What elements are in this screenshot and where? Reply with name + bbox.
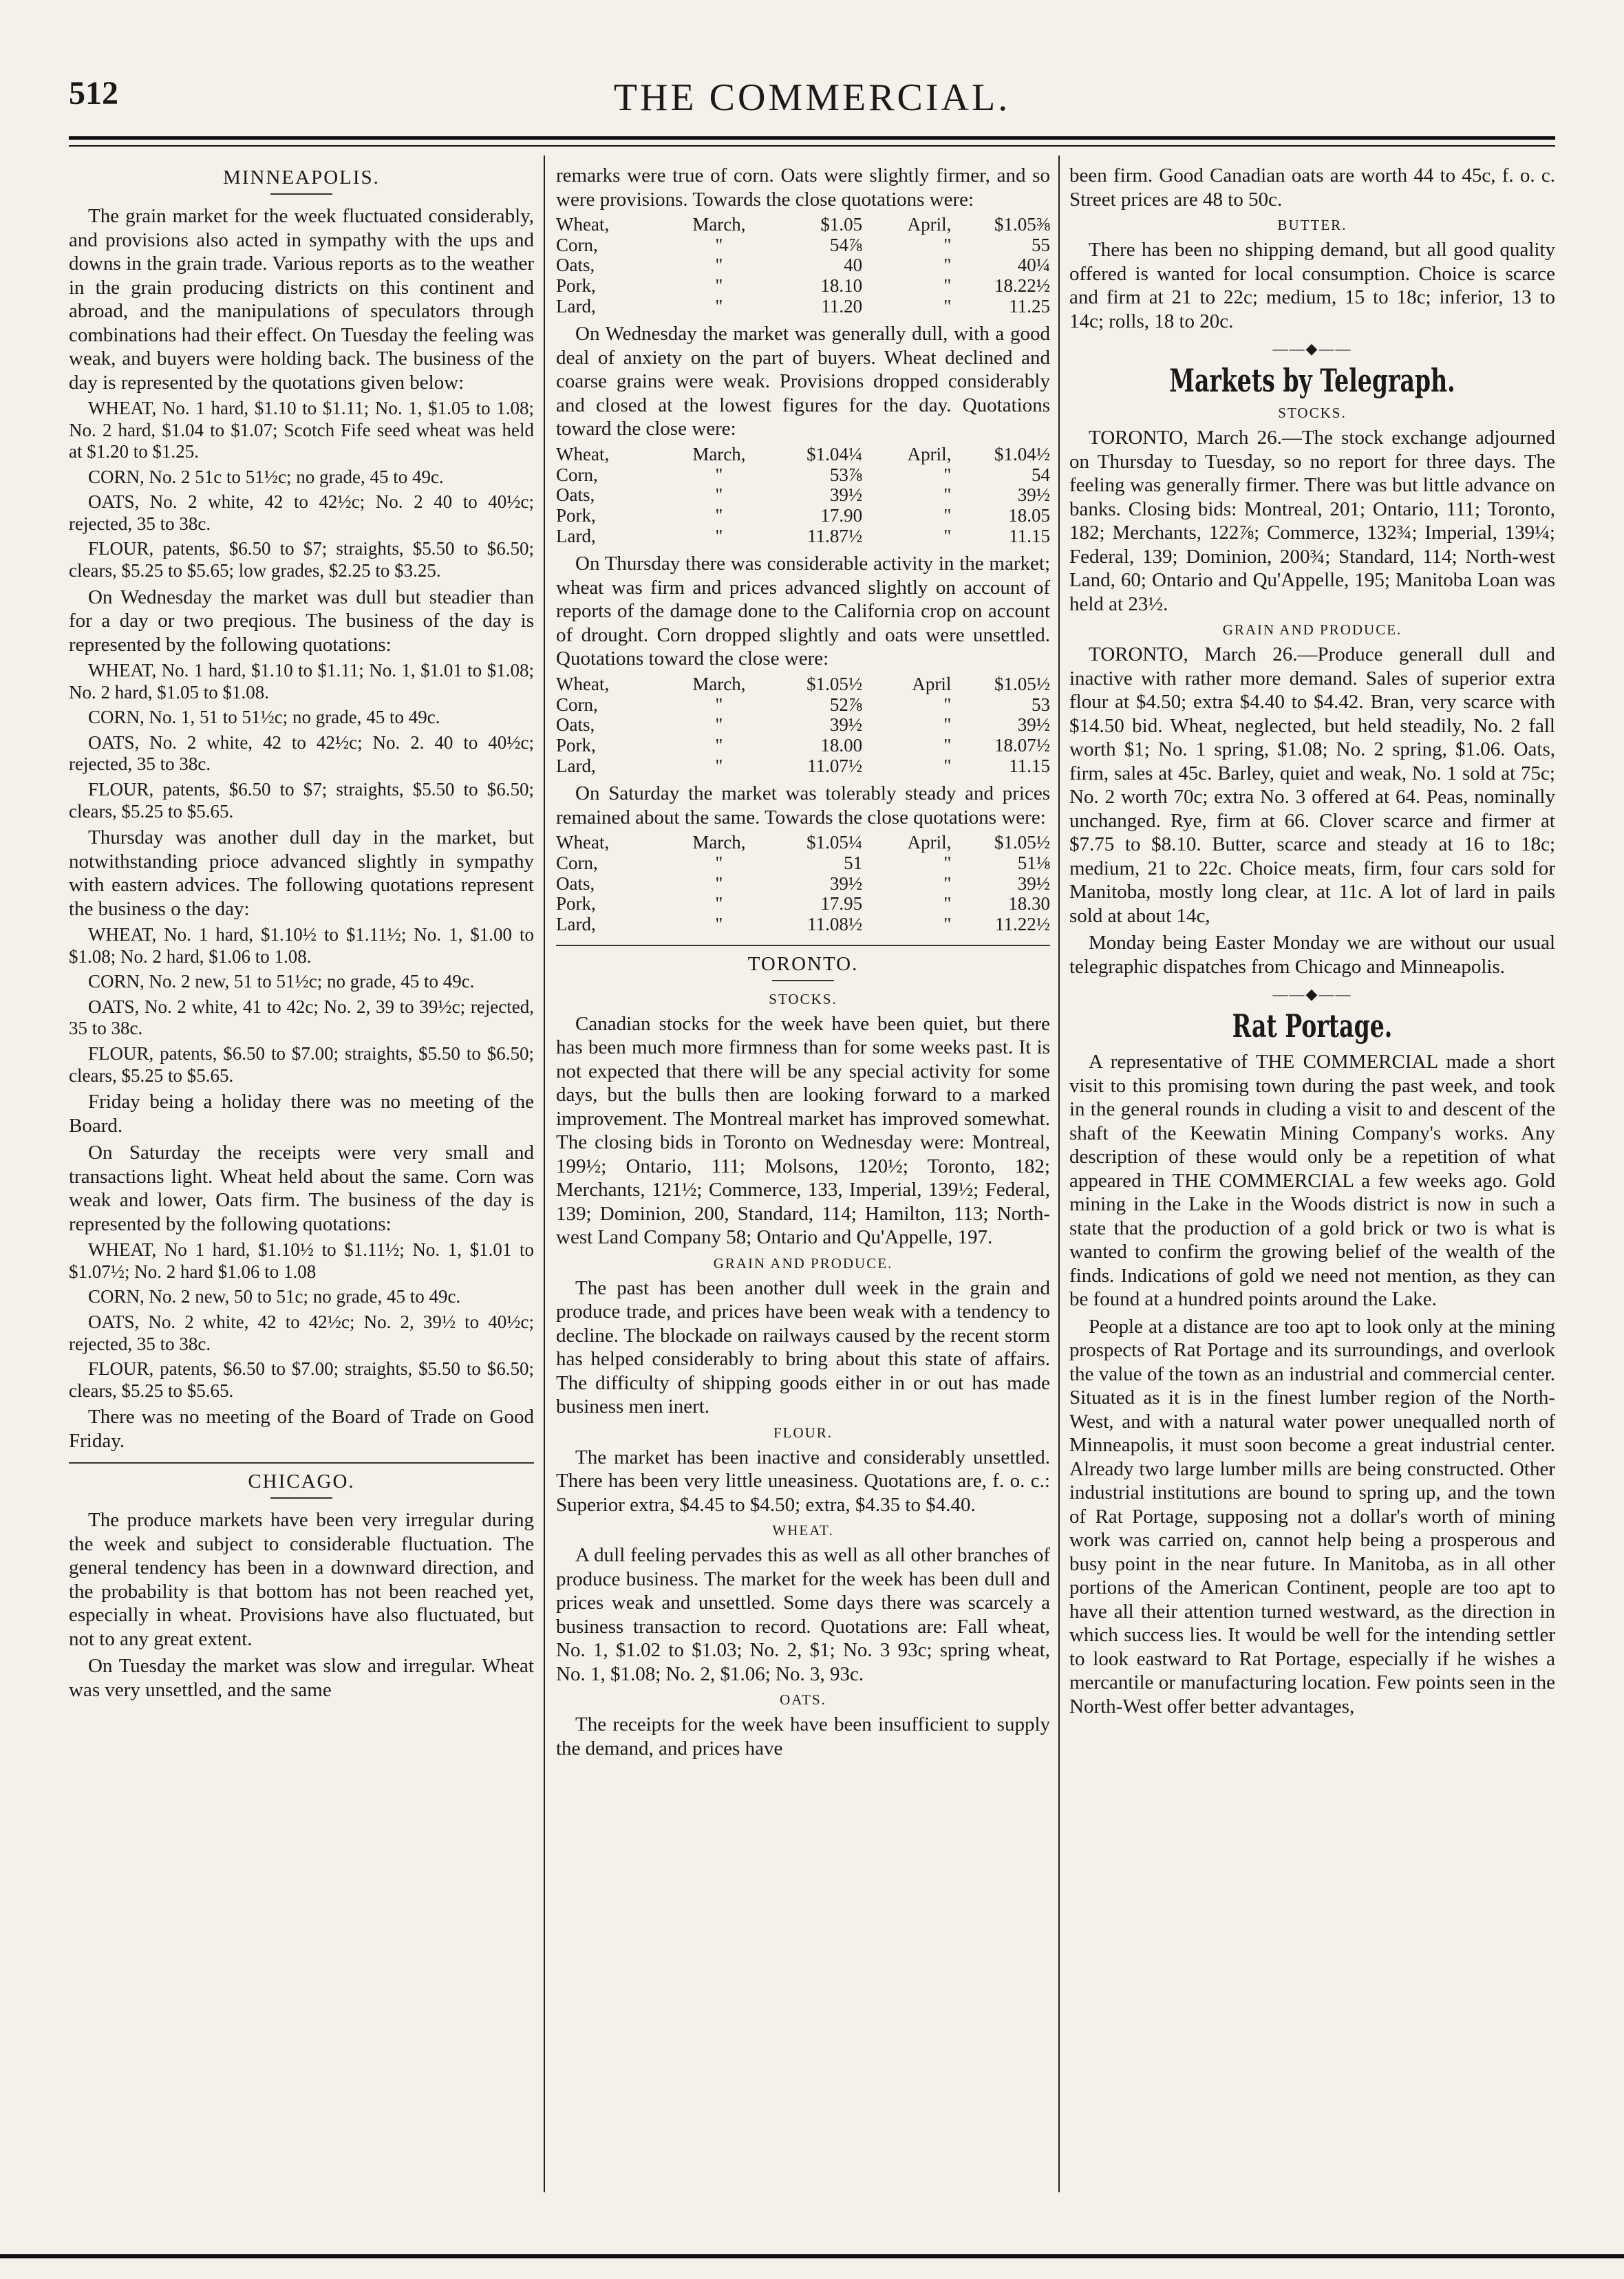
quotation: FLOUR, patents, $6.50 to $7.00; straights, $5.50 to $6.50; clears, $5.25 to $5.65. [69, 1043, 534, 1086]
quotation-cell: 18.30 [1008, 893, 1050, 914]
paragraph: The receipts for the week have been insufficient to supply the demand, and prices have [556, 1713, 1050, 1759]
section-heading-markets-by-telegraph: Markets by Telegraph. [1169, 362, 1455, 399]
quotation-cell: April, [907, 214, 952, 235]
quotation-cell: Lard, [556, 525, 596, 546]
ornament-divider: ——◆—— [1272, 340, 1352, 357]
quotation-cell: 11.15 [1009, 525, 1050, 546]
quotation-cell: " [715, 484, 723, 506]
quotation-cell: " [715, 734, 723, 756]
quotation-cell: " [943, 755, 952, 776]
quotation-cell: " [715, 275, 723, 297]
quotation-cell: " [715, 853, 723, 873]
paragraph: The grain market for the week fluctuated considerably, and provisions also acted in sympathy with the ups and downs in the grain trade. Various reports as to the weather in the grain producing districts on this continent and abroad, and the manipulations of speculators through combinations had their effect. On Tuesday the feeling was weak, and buyers were holding back. The business of the day is represented by the quotations given below: [69, 205, 534, 394]
quotation-cell: " [715, 873, 723, 894]
quotation-row [556, 445, 1050, 465]
section-rule [69, 1462, 534, 1464]
paragraph: The market has been inactive and considerably unsettled. There has been very little uneasiness. Quotations are, f. o. c.: Superior extra, $4.45 to $4.50; extra, $4.35 to $4.40. [556, 1446, 1050, 1516]
paragraph: On Thursday there was considerable activity in the market; wheat was firm and prices advanced slightly on account of reports of the damage done to the California crop on account of drought. Corn dropped slightly and oats were unsettled. Quotations toward the close were: [556, 553, 1050, 670]
quotation-cell: " [715, 914, 723, 935]
quotation-cell: " [943, 853, 952, 873]
quotation-cell: 51⅛ [1017, 853, 1050, 873]
quotation-cell: Wheat, [556, 832, 610, 853]
paragraph: On Wednesday the market was generally dull, with a good deal of anxiety on the part of buyers. Wheat declined and coarse grains were weak. Provisions dropped considerably and closed at the lowest figures for the day. Quotations toward the close were: [556, 323, 1050, 440]
subheading-oats: OATS. [780, 1691, 826, 1709]
quotation: WHEAT, No. 1 hard, $1.10 to $1.11; No. 1, $1.05 to 1.08; No. 2 hard, $1.04 to $1.07; Scotch Fife seed wheat was held at $1.20 to $1.25. [69, 398, 534, 462]
paragraph: The produce markets have been very irregular during the week and subject to considerable fluctuation. The general tendency has been in a downward direction, and the probability is that bottom has not been reached yet, especially in wheat. Provisions have also fluctuated, but not to any great extent. [69, 1509, 534, 1650]
quotation-cell: " [943, 893, 952, 914]
heading-rule [270, 1497, 332, 1499]
quotation-table [556, 215, 1050, 317]
heading-rule [270, 193, 332, 195]
subheading-grain-and-produce: GRAIN AND PRODUCE. [1222, 621, 1402, 638]
quotation-cell: " [943, 914, 952, 935]
subheading-stocks: STOCKS. [1278, 405, 1347, 421]
section-heading-rat-portage: Rat Portage. [1232, 1007, 1393, 1045]
quotation-cell: " [943, 734, 952, 756]
quotation: CORN, No. 2 new, 51 to 51½c; no grade, 45 to 49c. [88, 971, 475, 992]
quotation-cell: Pork, [556, 893, 596, 914]
masthead-title: THE COMMERCIAL. [613, 76, 1011, 119]
quotation-table [556, 445, 1050, 546]
quotation-row [556, 715, 1050, 736]
quotation-cell: 54 [1032, 464, 1050, 485]
quotation-cell: " [943, 694, 952, 715]
subheading-grain-and-produce: GRAIN AND PRODUCE. [713, 1254, 893, 1272]
quotation-cell: " [715, 255, 723, 276]
quotation-row [556, 736, 1050, 756]
quotation-cell: 11.07½ [807, 755, 863, 776]
quotation-cell: April [912, 673, 952, 694]
quotation-cell: 11.25 [1009, 295, 1050, 317]
quotation-cell: " [943, 873, 952, 894]
quotation-cell: " [943, 525, 952, 546]
quotation-cell: " [943, 484, 952, 506]
quotation-cell: Corn, [556, 234, 598, 255]
quotation-cell: 39½ [1017, 484, 1050, 506]
quotation-table [556, 674, 1050, 776]
quotation-cell: Lard, [556, 755, 596, 776]
quotation-cell: 11.22½ [995, 914, 1050, 935]
quotation-cell: 39½ [829, 714, 863, 736]
quotation-cell: Pork, [556, 275, 596, 297]
quotation-cell: $1.04¼ [806, 443, 863, 464]
quotation-cell: 17.90 [820, 505, 863, 526]
column-divider [1058, 156, 1060, 2192]
quotation-cell: March, [692, 443, 746, 464]
quotation-row [556, 485, 1050, 506]
quotation-cell: March, [692, 673, 746, 694]
quotation-cell: " [715, 694, 723, 715]
paragraph: A representative of THE COMMERCIAL made a short visit to this promising town during the past week, and took in the general rounds in cluding a visit to and descent of the shaft of the Keewatin Mining Company's works. Any description of these would only be a repetition of what appeared in THE COMMERCIAL a few weeks ago. Gold mining in the Lake in the Woods district is now in such a state that the production of a gold brick or two is what is wanted to confirm the growing belief of the wealth of the finds. Indications of gold we need not mention, as they can be found at a hundred points around the Lake. [1069, 1051, 1555, 1310]
quotation-cell: 53 [1032, 694, 1050, 715]
section-heading-toronto: TORONTO. [747, 952, 859, 975]
quotation-cell: 18.00 [820, 734, 863, 756]
quotation-cell: $1.05½ [994, 832, 1050, 853]
paragraph: been firm. Good Canadian oats are worth 44 to 45c, f. o. c. Street prices are 48 to 50c. [1069, 164, 1555, 211]
quotation-cell: " [715, 234, 723, 255]
quotation-cell: " [715, 755, 723, 776]
quotation-cell: $1.04½ [994, 443, 1050, 464]
quotation-cell: 18.05 [1008, 505, 1050, 526]
paragraph: On Tuesday the market was slow and irregular. Wheat was very unsettled, and the same [69, 1655, 534, 1701]
column-3 [1069, 164, 1555, 2201]
quotation-row [556, 255, 1050, 276]
paragraph: TORONTO, March 26.—The stock exchange adjourned on Thursday to Tuesday, so no report for three days. The feeling was generally firmer. There was but little advance on banks. Closing bids: Montreal, 201; Ontario, 111; Toronto, 182; Merchants, 122⅞; Commerce, 132¾; Imperial, 139¼; Federal, 139; Dominion, 200¾; Standard, 114; North-west Land, 60; Ontario and Qu'Appelle, 195; Manitoba Loan was held at 23½. [1069, 427, 1555, 615]
quotation-cell: Oats, [556, 714, 595, 736]
quotation-table [556, 833, 1050, 934]
quotation-row [556, 874, 1050, 895]
quotation-cell: 40 [844, 255, 863, 276]
quotation-cell: $1.05⅜ [994, 214, 1050, 235]
header-rule-thin [69, 145, 1555, 147]
quotation-cell: " [943, 275, 952, 297]
quotation-cell: Wheat, [556, 673, 610, 694]
quotation-cell: 53⅞ [829, 464, 863, 485]
quotation-cell: 18.22½ [994, 275, 1050, 297]
quotation: FLOUR, patents, $6.50 to $7; straights, $5.50 to $6.50; clears, $5.25 to $5.65. [69, 779, 534, 822]
quotation-cell: Pork, [556, 734, 596, 756]
quotation-cell: " [943, 505, 952, 526]
quotation: OATS, No. 2 white, 42 to 42½c; No. 2, 39½ to 40½c; rejected, 35 to 38c. [69, 1311, 534, 1354]
quotation-cell: Corn, [556, 694, 598, 715]
paragraph: remarks were true of corn. Oats were slightly firmer, and so were provisions. Towards the close quotations were: [556, 164, 1050, 211]
quotation-cell: $1.05¼ [806, 832, 863, 853]
paragraph: On Saturday the receipts were very small and transactions light. Wheat held about the same. Corn was weak and lower, Oats firm. The business of the day is represented by the following quotations: [69, 1142, 534, 1235]
quotation-cell: " [943, 714, 952, 736]
quotation: WHEAT, No. 1 hard, $1.10½ to $1.11½; No. 1, $1.00 to $1.08; No. 2 hard, $1.06 to 1.08. [69, 924, 534, 967]
quotation-cell: 17.95 [820, 893, 863, 914]
quotation-cell: 51 [844, 853, 863, 873]
quotation: CORN, No. 2 new, 50 to 51c; no grade, 45 to 49c. [88, 1286, 461, 1307]
quotation-cell: " [943, 234, 952, 255]
quotation-cell: Lard, [556, 914, 596, 935]
quotation-cell: March, [692, 832, 746, 853]
paragraph: A dull feeling pervades this as well as all other branches of produce business. The market for the week has been dull and prices weak and unsettled. Some days there was scarcely a business transaction to record. Quotations are: Fall wheat, No. 1, $1.02 to $1.03; No. 2, $1; No. 3 93c; spring wheat, No. 1, $1.08; No. 2, $1.06; No. 3, 93c. [556, 1544, 1050, 1685]
ornament-divider: ——◆—— [1272, 985, 1352, 1003]
quotation: OATS, No. 2 white, 42 to 42½c; No. 2. 40 to 40½c; rejected, 35 to 38c. [69, 731, 534, 775]
quotation-cell: 39½ [829, 873, 863, 894]
heading-rule [772, 980, 834, 981]
paragraph: Canadian stocks for the week have been quiet, but there has been much more firmness than for some weeks past. It is not expected that there will be any special activity for some days, but the bulls then are looking forward to a marked improvement. The Montreal market has improved somewhat. The closing bids in Toronto on Wednesday were: Montreal, 199½; Ontario, 111; Molsons, 120½; Toronto, 182; Merchants, 121½; Commerce, 133, Imperial, 139½; Federal, 139; Dominion, 200, Standard, 114; Hamilton, 113; North-west Land Company 58; Ontario and Qu'Appelle, 197. [556, 1012, 1050, 1249]
quotation-row [556, 297, 1050, 317]
quotation-cell: 40¼ [1017, 255, 1050, 276]
section-heading-minneapolis: MINNEAPOLIS. [223, 167, 380, 189]
subheading-wheat: WHEAT. [772, 1522, 834, 1539]
quotation-cell: " [715, 295, 723, 317]
quotation-row [556, 674, 1050, 695]
quotation: CORN, No. 1, 51 to 51½c; no grade, 45 to 49c. [88, 707, 440, 728]
page-number: 512 [69, 75, 118, 111]
quotation-cell: Wheat, [556, 214, 610, 235]
column-1 [69, 164, 534, 2201]
quotation: CORN, No. 2 51c to 51½c; no grade, 45 to 49c. [88, 466, 444, 487]
quotation-row [556, 465, 1050, 486]
paragraph: There has been no shipping demand, but all good quality offered is wanted for local consumption. Choice is scarce and firm at 21 to 22c; medium, 15 to 18c; inferior, 13 to 14c; rolls, 18 to 20c. [1069, 239, 1555, 332]
quotation-cell: 39½ [829, 484, 863, 506]
quotation-row [556, 526, 1050, 547]
paragraph: People at a distance are too apt to look only at the mining prospects of Rat Portage and its surroundings, and overlook the value of the town as an industrial and commercial center. Situated as it is in the finest lumber region of the North-West, and with a natural water power unequalled north of Minneapolis, it must soon become a great industrial center. Already two large lumber mills are being constructed. Other industrial institutions are bound to spring up, and the town of Rat Portage, supposing not a dollar's worth of mining work was carried on, cannot help being a prosperous and busy point in the near future. In Manitoba, as in all other portions of the American Continent, people are too apt to have all their attention turned westward, as the direction in which success lies. It would be well for the intending settler to look eastward to Rat Portage, especially if he wishes a mercantile or manufacturing location. Few points seen in the North-West offer better advantages, [1069, 1315, 1555, 1718]
quotation: FLOUR, patents, $6.50 to $7; straights, $5.50 to $6.50; clears, $5.25 to $5.65; low grades, $2.25 to $3.25. [69, 538, 534, 581]
quotation-row [556, 853, 1050, 874]
quotation-row [556, 506, 1050, 526]
quotation-cell: 55 [1032, 234, 1050, 255]
quotation-cell: 11.20 [821, 295, 863, 317]
quotation-cell: " [715, 714, 723, 736]
quotation-row [556, 833, 1050, 853]
quotation-cell: 52⅞ [829, 694, 863, 715]
header-rule [69, 136, 1555, 140]
quotation-cell: Oats, [556, 873, 595, 894]
subheading-flour: FLOUR. [773, 1424, 833, 1441]
subheading-stocks: STOCKS. [769, 990, 837, 1007]
quotation-cell: April, [907, 832, 952, 853]
paragraph: The past has been another dull week in the grain and produce trade, and prices have been weak with a tendency to decline. The blockade on railways caused by the recent storm has helped considerably to bring about this state of affairs. The difficulty of shipping goods either in or out has made business men inert. [556, 1276, 1050, 1418]
quotation-cell: " [715, 464, 723, 485]
quotation: OATS, No. 2 white, 42 to 42½c; No. 2 40 to 40½c; rejected, 35 to 38c. [69, 491, 534, 534]
quotation-row [556, 215, 1050, 235]
quotation-cell: 11.08½ [807, 914, 863, 935]
quotation: FLOUR, patents, $6.50 to $7.00; straights, $5.50 to $6.50; clears, $5.25 to $5.65. [69, 1358, 534, 1401]
paragraph: On Wednesday the market was dull but steadier than for a day or two preqious. The business of the day is represented by the following quotations: [69, 586, 534, 656]
paragraph: On Saturday the market was tolerably steady and prices remained about the same. Towards the close quotations were: [556, 782, 1050, 828]
quotation-cell: 11.15 [1009, 755, 1050, 776]
quotation-row [556, 914, 1050, 935]
paragraph: There was no meeting of the Board of Trade on Good Friday. [69, 1406, 534, 1452]
quotation-row [556, 276, 1050, 297]
quotation-cell: 11.87½ [807, 525, 863, 546]
quotation-cell: 54⅞ [829, 234, 863, 255]
quotation-cell: March, [692, 214, 746, 235]
quotation-cell: Pork, [556, 505, 596, 526]
paragraph: Friday being a holiday there was no meeting of the Board. [69, 1091, 534, 1137]
quotation: OATS, No. 2 white, 41 to 42c; No. 2, 39 to 39½c; rejected, 35 to 38c. [69, 996, 534, 1039]
quotation-cell: April, [907, 443, 952, 464]
quotation-cell: Wheat, [556, 443, 610, 464]
quotation-cell: Lard, [556, 295, 596, 317]
quotation-cell: " [715, 505, 723, 526]
quotation-cell: Corn, [556, 464, 598, 485]
column-2 [556, 164, 1050, 2201]
quotation-cell: $1.05 [820, 214, 863, 235]
quotation-cell: 18.07½ [994, 734, 1050, 756]
quotation-row [556, 756, 1050, 777]
footer-rule [0, 2254, 1624, 2258]
quotation-cell: 18.10 [820, 275, 863, 297]
quotation-cell: " [715, 525, 723, 546]
paragraph: Monday being Easter Monday we are without our usual telegraphic dispatches from Chicago and Minneapolis. [1069, 932, 1555, 978]
quotation-cell: Oats, [556, 484, 595, 506]
quotation-row [556, 894, 1050, 914]
quotation-cell: " [715, 893, 723, 914]
quotation-cell: $1.05½ [806, 673, 863, 694]
quotation: WHEAT, No 1 hard, $1.10½ to $1.11½; No. 1, $1.01 to $1.07½; No. 2 hard $1.06 to 1.08 [69, 1239, 534, 1282]
section-heading-chicago: CHICAGO. [248, 1470, 355, 1493]
quotation: WHEAT, No. 1 hard, $1.10 to $1.11; No. 1, $1.01 to $1.08; No. 2 hard, $1.05 to $1.08. [69, 660, 534, 703]
quotation-cell: " [943, 255, 952, 276]
paragraph: TORONTO, March 26.—Produce generall dull and inactive with rather more demand. Sales of superior extra flour at $4.50; extra $4.40 to $4.42. Bran, very scarce with $14.50 bid. Wheat, neglected, but held steadily, No. 2 fall worth $1; No. 1 spring, $1.08; No. 2 spring, $1.06. Oats, firm, sales at 45c. Barley, quiet and weak, No. 1 sold at 75c; No. 2 worth 70c; extra No. 3 offered at 64. Peas, nominally unchanged. Rye, firm at 66. Clover scarce and firmer at $7.75 to $8.10. Butter, scarce and steady at 16 to 18c; medium, 21 to 22c. Choice meats, firm, four cars sold for Manitoba, mostly long clear, at 11c. A lot of lard in pails sold at about 14c, [1069, 643, 1555, 927]
quotation-cell: " [943, 295, 952, 317]
paragraph: Thursday was another dull day in the market, but notwithstanding prioce advanced slightly in sympathy with eastern advices. The following quotations represent the business o the day: [69, 826, 534, 920]
quotation-cell: 39½ [1017, 873, 1050, 894]
quotation-cell: " [943, 464, 952, 485]
quotation-row [556, 235, 1050, 256]
quotation-cell: Oats, [556, 255, 595, 276]
quotation-cell: $1.05½ [994, 673, 1050, 694]
quotation-cell: 39½ [1017, 714, 1050, 736]
quotation-cell: Corn, [556, 853, 598, 873]
section-rule [556, 945, 1050, 946]
column-divider [544, 156, 545, 2192]
quotation-row [556, 695, 1050, 716]
subheading-butter: BUTTER. [1277, 217, 1347, 233]
